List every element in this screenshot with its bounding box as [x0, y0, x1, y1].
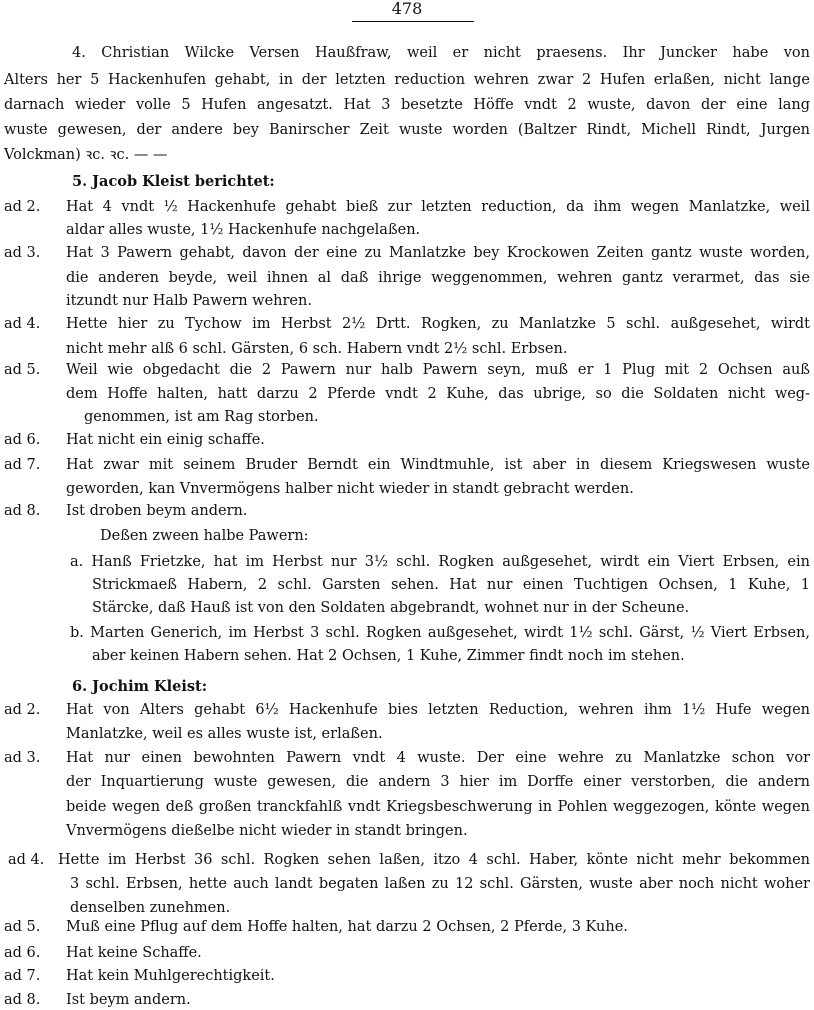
text-line: Hat nicht ein einig schaffe.: [66, 432, 265, 448]
text-line: Strickmaeß Habern, 2 schl. Garsten sehen. Hat nur einen Tuchtigen Ochsen, 1 Kuhe, 1: [92, 577, 810, 593]
item-number-label: ad 5.: [4, 362, 41, 378]
text-line: Hat zwar mit seinem Bruder Berndt ein Windtmuhle, ist aber in diesem Kriegswesen wuste: [66, 457, 810, 473]
section-heading: 6. Jochim Kleist:: [72, 678, 208, 695]
item-number-label: ad 4.: [8, 852, 45, 868]
text-line: a. Hanß Frietzke, hat im Herbst nur 3½ schl. Rogken außgesehet, wirdt ein Viert Erbsen, ein: [70, 554, 810, 570]
text-line: Hat 4 vndt ½ Hackenhufe gehabt bieß zur letzten reduction, da ihm wegen Manlatzke, weil: [66, 199, 810, 215]
item-number-label: ad 6.: [4, 432, 41, 448]
text-line: Hat 3 Pawern gehabt, davon der eine zu Manlatzke bey Krockowen Zeiten gantz wuste worden,: [66, 245, 810, 261]
text-line: itzundt nur Halb Pawern wehren.: [66, 293, 312, 309]
text-line: Hette im Herbst 36 schl. Rogken sehen laßen, itzo 4 schl. Haber, könte nicht mehr bekommen: [58, 852, 810, 868]
item-number-label: ad 4.: [4, 316, 41, 332]
text-line: die anderen beyde, weil ihnen al daß ihrige weggenommen, wehren gantz verarmet, das sie: [66, 270, 810, 286]
section-heading: 5. Jacob Kleist berichtet:: [72, 173, 275, 190]
text-line: Hat keine Schaffe.: [66, 945, 202, 961]
text-line: aber keinen Habern sehen. Hat 2 Ochsen, 1 Kuhe, Zimmer findt noch im stehen.: [92, 648, 685, 664]
item-number-label: ad 7.: [4, 968, 41, 984]
page-number: 478: [391, 0, 423, 18]
text-line: Stärcke, daß Hauß ist von den Soldaten abgebrandt, wohnet nur in der Scheune.: [92, 600, 690, 616]
page-number-rule: [352, 21, 474, 22]
text-line: Hat von Alters gehabt 6½ Hackenhufe bies letzten Reduction, wehren ihm 1½ Hufe wegen: [66, 702, 810, 718]
subsection-heading: Deßen zween halbe Pawern:: [100, 528, 309, 544]
text-line: Vnvermögens dießelbe nicht wieder in standt bringen.: [66, 823, 468, 839]
item-number-label: ad 2.: [4, 199, 41, 215]
text-line: beide wegen deß großen tranckfahlß vndt Kriegsbeschwerung in Pohlen weggezogen, könte wegen: [66, 799, 810, 815]
text-line: geworden, kan Vnvermögens halber nicht wieder in standt gebracht werden.: [66, 481, 634, 497]
text-line: Muß eine Pflug auf dem Hoffe halten, hat darzu 2 Ochsen, 2 Pferde, 3 Kuhe.: [66, 919, 628, 935]
item-number-label: ad 6.: [4, 945, 41, 961]
text-line: wuste gewesen, der andere bey Banirscher Zeit wuste worden (Baltzer Rindt, Michell Rindt, Jurgen: [4, 122, 810, 138]
text-line: der Inquartierung wuste gewesen, die andern 3 hier im Dorffe einer verstorben, die andern: [66, 774, 810, 790]
text-line: dem Hoffe halten, hatt darzu 2 Pferde vndt 2 Kuhe, das ubrige, so die Soldaten nicht weg-: [66, 386, 810, 402]
text-line: 3 schl. Erbsen, hette auch landt begaten laßen zu 12 schl. Gärsten, wuste aber noch nicht woher: [70, 876, 810, 892]
text-line: Weil wie obgedacht die 2 Pawern nur halb Pawern seyn, muß er 1 Plug mit 2 Ochsen auß: [66, 362, 810, 378]
text-line: Manlatzke, weil es alles wuste ist, erlaßen.: [66, 726, 383, 742]
text-line: darnach wieder volle 5 Hufen angesatzt. Hat 3 besetzte Höffe vndt 2 wuste, davon der eine lang: [4, 97, 810, 113]
text-line: Alters her 5 Hackenhufen gehabt, in der letzten reduction wehren zwar 2 Hufen erlaßen, nicht lange: [4, 72, 810, 88]
item-number-label: ad 3.: [4, 750, 41, 766]
item-number-label: ad 8.: [4, 992, 41, 1008]
item-number-label: ad 2.: [4, 702, 41, 718]
text-line: nicht mehr alß 6 schl. Gärsten, 6 sch. Habern vndt 2½ schl. Erbsen.: [66, 341, 568, 357]
text-line: Volckman) ꝛc. ꝛc. — —: [4, 147, 168, 163]
text-line: genommen, ist am Rag storben.: [84, 409, 319, 425]
item-number-label: ad 3.: [4, 245, 41, 261]
item-number-label: ad 7.: [4, 457, 41, 473]
text-line: aldar alles wuste, 1½ Hackenhufe nachgelaßen.: [66, 222, 421, 238]
text-line: Hat nur einen bewohnten Pawern vndt 4 wuste. Der eine wehre zu Manlatzke schon vor: [66, 750, 810, 766]
text-line: Ist droben beym andern.: [66, 503, 248, 519]
text-line: Hette hier zu Tychow im Herbst 2½ Drtt. Rogken, zu Manlatzke 5 schl. außgesehet, wirdt: [66, 316, 810, 332]
text-line: denselben zunehmen.: [70, 900, 231, 916]
text-line: 4. Christian Wilcke Versen Haußfraw, weil er nicht praesens. Ihr Juncker habe von: [72, 45, 810, 61]
text-line: b. Marten Generich, im Herbst 3 schl. Rogken außgesehet, wirdt 1½ schl. Gärst, ½ Viert Erbsen,: [70, 625, 810, 641]
text-line: Hat kein Muhlgerechtigkeit.: [66, 968, 275, 984]
text-line: Ist beym andern.: [66, 992, 191, 1008]
item-number-label: ad 8.: [4, 503, 41, 519]
item-number-label: ad 5.: [4, 919, 41, 935]
